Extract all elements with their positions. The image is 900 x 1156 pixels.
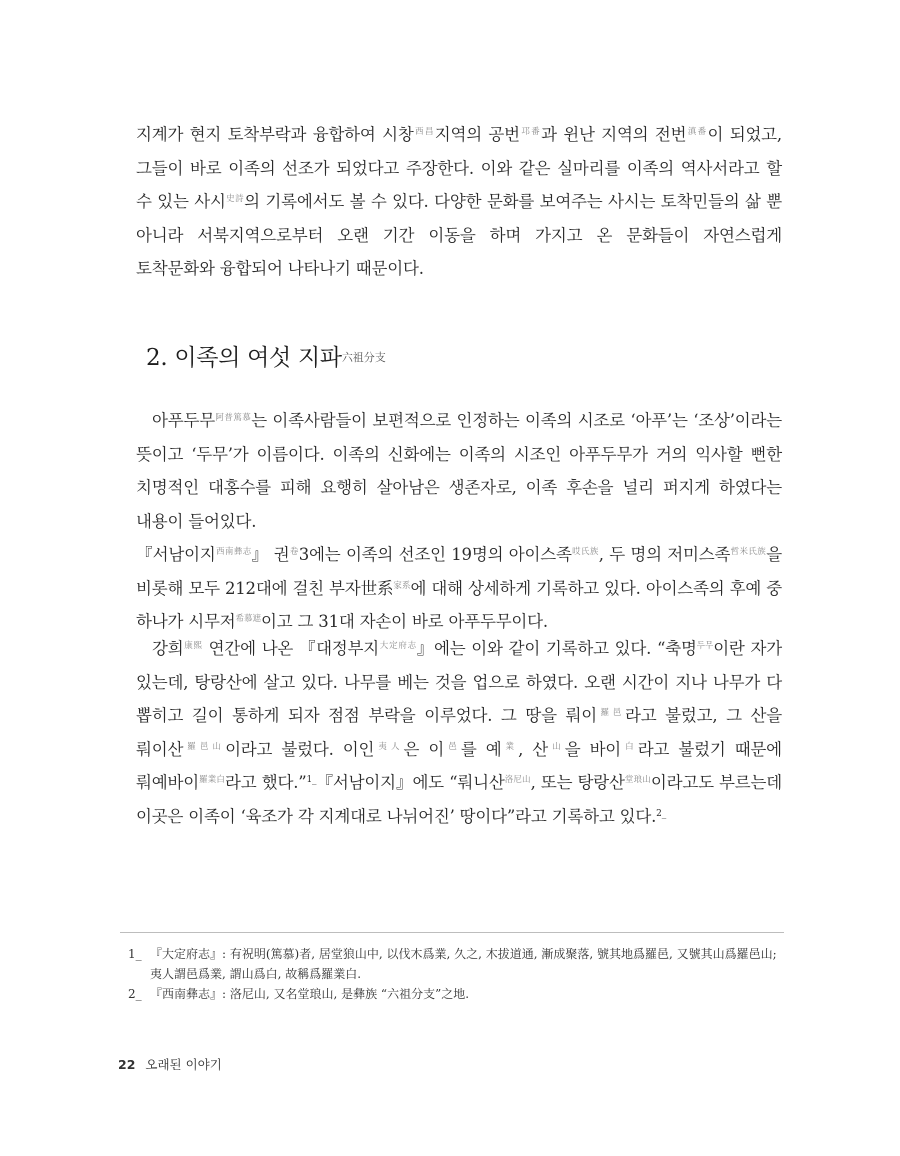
text-run: 라고 불렀기 때문에 뤄예바이	[136, 739, 782, 792]
hanja-gloss: 希慕遮	[235, 614, 261, 624]
running-title: 오래된 이야기	[145, 1057, 222, 1072]
hanja-gloss: 邑	[444, 741, 461, 752]
text-run: 강희	[152, 639, 184, 658]
footnote-text: 『大定府志』: 有祝明(篤慕)者, 居堂狼山中, 以伐木爲業, 久之, 木拔道通, 漸成聚落, 號其地爲羅邑, 又號其山爲羅邑山; 夷人謂邑爲業, 謂山爲白, 故稱爲羅業白.	[150, 947, 777, 981]
paragraph-intro	[136, 118, 782, 286]
text-run: 을 비롯해 모두 212대에 걸친 부자世系	[136, 545, 782, 598]
hanja-gloss: 두무	[696, 641, 714, 651]
page-number: 22	[118, 1057, 136, 1072]
text-run: 는 이족사람들이 보편적으로 인정하는 이족의 시조로 ‘아푸’는 ‘조상’이라는 뜻이고 ‘두무’가 이름이다. 이족의 신화에는 이족의 시조인 아푸두무가 거의 익사할 뻔한 치명적인 대홍수를 피해 요행히 살아남은 생존자로, 이족 후손을 널리 퍼지게 하였다는 내용이 들어있다.	[136, 411, 782, 531]
hanja-gloss: 夷人	[374, 741, 404, 752]
page-footer	[118, 1055, 222, 1073]
text-run: 라고 불렀고, 그 산을 뤄이산	[136, 706, 783, 759]
hanja-gloss: 西南彝志	[215, 547, 252, 557]
section-heading	[146, 340, 386, 376]
text-run: , 두 명의 저미스족	[598, 545, 731, 564]
hanja-gloss: 邛番	[519, 127, 542, 137]
text-run: 이란 자가 있는데, 탕랑산에 살고 있다. 나무를 베는 것을 업으로 하였다. 오랜 시간이 지나 나무가 다 뽑히고 길이 통하게 되자 점점 부락을 이루었다. 그 땅을 뤄이	[136, 639, 782, 725]
hanja-gloss: 堂琅山	[624, 775, 651, 785]
text-run: 』에는 이와 같이 기록하고 있다. “축명	[416, 639, 697, 658]
hanja-gloss: 哎氏族	[571, 547, 599, 557]
text-run: 이라고 불렀다. 이인	[225, 739, 375, 759]
hanja-gloss: 羅邑山	[183, 741, 226, 752]
text-run: , 또는 탕랑산	[530, 773, 625, 792]
hanja-gloss: 業	[501, 741, 519, 752]
hanja-gloss: 滇番	[686, 127, 708, 137]
text-run: 을 바이	[564, 739, 622, 759]
footnote-ref: 1_	[306, 775, 317, 785]
hanja-gloss: 家系	[393, 580, 411, 591]
text-run: 2. 이족의 여섯 지파	[146, 345, 342, 371]
text-run: 』 권	[251, 545, 290, 564]
text-run: 은 이	[403, 739, 445, 759]
text-run: 과 윈난 지역의 전번	[541, 125, 687, 144]
text-run: 『서남이지』에도 “뤄니산	[316, 773, 505, 792]
footnote-ref: 2_	[656, 808, 666, 819]
hanja-gloss: 羅邑	[597, 708, 625, 718]
hanja-gloss: 史詩	[225, 194, 245, 204]
footnote-number: 2_	[128, 987, 142, 1001]
text-run: 『서남이지	[136, 545, 216, 564]
text-run: 아푸두무	[152, 411, 215, 430]
text-run: 에 대해 상세하게 기록하고 있다. 아이스족의 후예 중 하나가 시무저	[136, 578, 782, 631]
text-run: 를 예	[460, 739, 502, 759]
hanja-gloss: 西昌	[413, 127, 435, 137]
text-run: 이라고도 부르는데 이곳은 이족이 ‘육조가 각 지계대로 나뉘어진’ 땅이다”라고 기록하고 있다.	[136, 773, 782, 826]
paragraph-dadingfuzhi	[136, 632, 782, 833]
paragraph-apudumu	[136, 404, 782, 538]
text-run: 라고 했다.”	[225, 773, 307, 792]
text-run: 이 되었고, 그들이 바로 이족의 선조가 되었다고 주장한다. 이와 같은 실마리를 이족의 역사서라고 할 수 있는 사시	[136, 125, 782, 211]
text-run: 지계가 현지 토착부락과 융합하여 시창	[136, 125, 414, 144]
text-run: , 산	[518, 739, 549, 759]
hanja-gloss: 羅業白	[198, 775, 226, 785]
footnotes	[128, 944, 788, 1004]
footnote-number: 1_	[128, 947, 142, 961]
text-run: 지역의 공번	[434, 125, 520, 144]
hanja-gloss: 六祖分支	[341, 351, 386, 364]
hanja-gloss: 阿普篤慕	[214, 413, 252, 423]
hanja-gloss: 哲米氏族	[730, 547, 767, 557]
hanja-gloss: 康熙	[183, 641, 203, 651]
footnote-text: 『西南彝志』: 洛尼山, 又名堂琅山, 是彝族 “六祖分支”之地.	[150, 987, 470, 1001]
footnote-2	[128, 984, 788, 1004]
paragraph-xinanyizhi	[136, 538, 782, 639]
text-run: 3에는 이족의 선조인 19명의 아이스족	[298, 545, 572, 564]
hanja-gloss: 洛尼山	[504, 775, 531, 785]
hanja-gloss: 白	[621, 741, 638, 752]
text-run: 의 기록에서도 볼 수 있다. 다양한 문화를 보여주는 사시는 토착민들의 삶 뿐 아니라 서북지역으로부터 오랜 기간 이동을 하며 가지고 온 문화들이 자연스럽게 토착문화와 융합되어 나타나기 때문이다.	[136, 192, 782, 278]
hanja-gloss: 山	[548, 741, 565, 752]
hanja-gloss: 卷	[289, 547, 299, 557]
footnote-1	[128, 944, 788, 984]
footnote-divider	[120, 932, 784, 933]
text-run: 이고 그 31대 자손이 바로 아푸두무이다.	[261, 612, 548, 631]
hanja-gloss: 大定府志	[379, 641, 417, 651]
text-run: 연간에 나온 『대정부지	[202, 639, 380, 658]
